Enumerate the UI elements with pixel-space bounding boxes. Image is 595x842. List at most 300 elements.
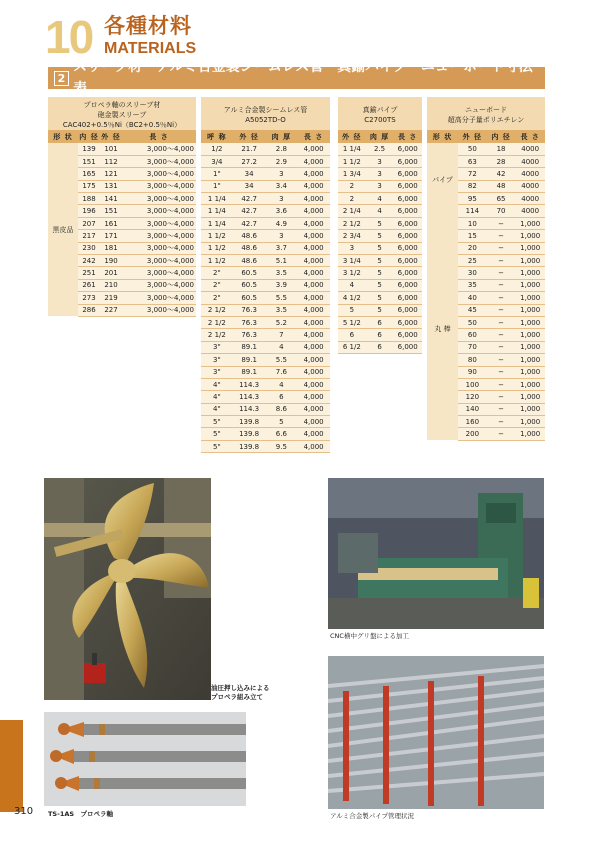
table-row [201, 341, 330, 353]
table-cell: 6,000 [393, 143, 422, 155]
table-cell: 4,000 [297, 440, 330, 452]
table-cell: 1,000 [515, 279, 545, 291]
newboard-table [427, 97, 545, 441]
table-cell: 4000 [515, 155, 545, 167]
table-cell: − [487, 242, 516, 254]
table-row [201, 255, 330, 267]
table-cell: 9.5 [265, 440, 297, 452]
table-cell: 1,000 [515, 267, 545, 279]
table-cell: 6,000 [393, 242, 422, 254]
table-cell: 5 [366, 230, 394, 242]
table-cell: 3,000〜4,000 [122, 143, 196, 155]
table-cell: 4,000 [297, 329, 330, 341]
table-cell: 4" [201, 391, 233, 403]
table-cell: 6,000 [393, 279, 422, 291]
caption-line: 真鍮パイプ [362, 106, 398, 114]
table-cell: 5 [366, 279, 394, 291]
sleeve-table [48, 97, 196, 317]
table-cell: 72 [458, 168, 487, 180]
table-cell: 1,000 [515, 354, 545, 366]
table-cell: 6,000 [393, 316, 422, 328]
table-cell: 3/4 [201, 155, 233, 167]
table-cell: 34 [233, 180, 266, 192]
table-cell: 5 [338, 304, 366, 316]
table-cell: 2 1/2 [201, 304, 233, 316]
table-cell: 3,000〜4,000 [122, 304, 196, 316]
table-cell: 5" [201, 416, 233, 428]
table-cell: 6 [338, 329, 366, 341]
table-cell: 7.6 [265, 366, 297, 378]
table-cell: 3 [265, 168, 297, 180]
table-cell: 4.9 [265, 217, 297, 229]
col-header: 外 径 [100, 130, 122, 143]
table-cell: − [487, 391, 516, 403]
table-cell: 140 [458, 403, 487, 415]
section-title: スリーブ材・アルミ合金製シームレス管・真鍮パイプ・ニューボード寸法表 [72, 59, 533, 97]
table-row [201, 279, 330, 291]
table-cell: 4,000 [297, 341, 330, 353]
table-cell: 2.9 [265, 155, 297, 167]
table-cell: 2 [338, 193, 366, 205]
table-row [201, 391, 330, 403]
table-cell: 1,000 [515, 304, 545, 316]
table-cell: 60.5 [233, 292, 266, 304]
table-cell: 114 [458, 205, 487, 217]
table-cell: 3,000〜4,000 [122, 242, 196, 254]
section-number: 2 [54, 71, 69, 86]
table-row [427, 143, 545, 155]
table-cell: 50 [458, 316, 487, 328]
table-cell: 48.6 [233, 242, 266, 254]
propeller-shaft-photo [44, 712, 246, 806]
table-cell: 5 [366, 267, 394, 279]
table-cell: 175 [78, 180, 100, 192]
table-cell: 1,000 [515, 292, 545, 304]
table-cell: 4000 [515, 193, 545, 205]
table-cell: 8.6 [265, 403, 297, 415]
table-cell: 3,000〜4,000 [122, 267, 196, 279]
table-cell: 4,000 [297, 354, 330, 366]
table-cell: 2.5 [366, 143, 394, 155]
table-cell: 3" [201, 366, 233, 378]
shape-label: 丸 棒 [427, 217, 458, 440]
table-row [201, 230, 330, 242]
table-cell: 1" [201, 168, 233, 180]
table-cell: 76.3 [233, 316, 266, 328]
table-cell: 4000 [515, 143, 545, 155]
table-row [48, 143, 196, 155]
table-cell: 4 [338, 279, 366, 291]
table-row [338, 255, 422, 267]
table-row [201, 329, 330, 341]
table-cell: 4,000 [297, 428, 330, 440]
table-cell: 48.6 [233, 255, 266, 267]
table-cell: 2 1/2 [201, 329, 233, 341]
col-header: 長 さ [515, 130, 545, 143]
table-cell: 1,000 [515, 255, 545, 267]
table-cell: 21.7 [233, 143, 266, 155]
table-cell: 5.1 [265, 255, 297, 267]
table-cell: 6,000 [393, 155, 422, 167]
chapter-side-tab [0, 720, 23, 812]
table-cell: 227 [100, 304, 122, 316]
table-cell: 1,000 [515, 416, 545, 428]
table-cell: 2" [201, 292, 233, 304]
table-cell: 1 1/2 [201, 230, 233, 242]
table-cell: 6,000 [393, 304, 422, 316]
table-cell: 3 1/4 [338, 255, 366, 267]
table-cell: 1/2 [201, 143, 233, 155]
table-cell: 2 1/4 [338, 205, 366, 217]
table-cell: 6,000 [393, 255, 422, 267]
table-cell: 3,000〜4,000 [122, 255, 196, 267]
table-cell: 112 [100, 155, 122, 167]
table-cell: 90 [458, 366, 487, 378]
table-cell: 207 [78, 217, 100, 229]
table-cell: − [487, 366, 516, 378]
propeller-caption [211, 684, 270, 702]
table-cell: 4,000 [297, 180, 330, 192]
pipe-storage-caption: アルミ合金製パイプ管理状況 [330, 812, 415, 820]
col-header: 肉 厚 [265, 130, 297, 143]
table-cell: 50 [458, 143, 487, 155]
table-row [201, 378, 330, 390]
table-cell: 76.3 [233, 329, 266, 341]
table-row [201, 366, 330, 378]
table-cell: 4,000 [297, 205, 330, 217]
col-header: 形 状 [48, 130, 78, 143]
table-row [201, 217, 330, 229]
table-cell: 217 [78, 230, 100, 242]
table-cell: 48 [487, 180, 516, 192]
col-header: 外 径 [338, 130, 366, 143]
table-cell: 5 [366, 304, 394, 316]
table-cell: − [487, 341, 516, 353]
chapter-title-jp: 各種材料 [104, 14, 192, 38]
table-row [338, 292, 422, 304]
newboard-table-caption [427, 97, 545, 130]
table-cell: 1 1/4 [201, 205, 233, 217]
table-cell: 4,000 [297, 378, 330, 390]
caption-line: 超高分子量ポリエチレン [447, 116, 525, 124]
table-row [201, 428, 330, 440]
sleeve-table-caption [48, 97, 196, 130]
table-cell: 273 [78, 292, 100, 304]
table-cell: 3 [338, 242, 366, 254]
table-cell: 3,000〜4,000 [122, 155, 196, 167]
table-cell: 10 [458, 217, 487, 229]
col-header: 長 さ [297, 130, 330, 143]
table-cell: 1 1/2 [201, 255, 233, 267]
col-header: 形 状 [427, 130, 458, 143]
table-cell: 5 [366, 217, 394, 229]
table-cell: 3.4 [265, 180, 297, 192]
table-cell: − [487, 255, 516, 267]
cnc-machining-photo [328, 478, 544, 629]
table-cell: 139.8 [233, 440, 266, 452]
table-cell: 165 [78, 168, 100, 180]
table-cell: 141 [100, 193, 122, 205]
table-cell: 27.2 [233, 155, 266, 167]
table-cell: − [487, 354, 516, 366]
table-cell: 3 [265, 193, 297, 205]
table-cell: 5 [366, 242, 394, 254]
caption-line: CAC402+0.5％Ni（BC2+0.5％Ni） [62, 121, 182, 129]
table-cell: 42 [487, 168, 516, 180]
table-cell: 28 [487, 155, 516, 167]
table-cell: 20 [458, 242, 487, 254]
table-cell: 6 [366, 316, 394, 328]
table-row [338, 180, 422, 192]
table-cell: 4,000 [297, 292, 330, 304]
col-header: 長 さ [122, 130, 196, 143]
table-row [201, 354, 330, 366]
table-cell: 6,000 [393, 217, 422, 229]
table-cell: 6,000 [393, 292, 422, 304]
brass-pipe-table [338, 97, 422, 354]
table-cell: 3,000〜4,000 [122, 180, 196, 192]
table-cell: 4,000 [297, 403, 330, 415]
table-cell: − [487, 304, 516, 316]
table-cell: 1,000 [515, 366, 545, 378]
chapter-number: 10 [45, 11, 93, 63]
table-cell: 114.3 [233, 378, 266, 390]
table-cell: 5" [201, 428, 233, 440]
table-cell: 5.5 [265, 292, 297, 304]
table-row [201, 143, 330, 155]
table-cell: 3.5 [265, 267, 297, 279]
table-cell: 5 [366, 255, 394, 267]
table-row [338, 143, 422, 155]
table-cell: 2" [201, 279, 233, 291]
table-cell: 40 [458, 292, 487, 304]
table-cell: 2 3/4 [338, 230, 366, 242]
table-cell: 35 [458, 279, 487, 291]
table-cell: 3,000〜4,000 [122, 193, 196, 205]
table-row [201, 168, 330, 180]
table-row [338, 217, 422, 229]
table-row [338, 155, 422, 167]
table-cell: − [487, 292, 516, 304]
col-header: 呼 称 [201, 130, 233, 143]
table-cell: 1,000 [515, 329, 545, 341]
table-cell: 2.8 [265, 143, 297, 155]
table-cell: 3 [366, 168, 394, 180]
aluminum-table-caption [201, 97, 330, 130]
table-cell: 4,000 [297, 230, 330, 242]
table-cell: 6 [265, 391, 297, 403]
table-cell: 5" [201, 440, 233, 452]
table-cell: 4,000 [297, 304, 330, 316]
table-cell: 89.1 [233, 354, 266, 366]
table-cell: 114.3 [233, 391, 266, 403]
table-row [338, 304, 422, 316]
table-cell: 4 [265, 341, 297, 353]
table-cell: 3.5 [265, 304, 297, 316]
table-cell: 4,000 [297, 366, 330, 378]
table-row [338, 341, 422, 353]
table-cell: 6,000 [393, 205, 422, 217]
table-cell: 2 1/2 [338, 217, 366, 229]
table-cell: 4000 [515, 168, 545, 180]
table-cell: 3,000〜4,000 [122, 292, 196, 304]
table-cell: 70 [487, 205, 516, 217]
aluminum-pipe-table [201, 97, 330, 453]
table-cell: 200 [458, 428, 487, 440]
table-cell: 181 [100, 242, 122, 254]
table-cell: 30 [458, 267, 487, 279]
table-cell: 82 [458, 180, 487, 192]
table-cell: 120 [458, 391, 487, 403]
table-row [201, 440, 330, 452]
table-cell: 4,000 [297, 168, 330, 180]
table-cell: 3,000〜4,000 [122, 168, 196, 180]
table-row [201, 292, 330, 304]
table-cell: 5 [265, 416, 297, 428]
brass-table-caption [338, 97, 422, 130]
table-cell: 48.6 [233, 230, 266, 242]
table-cell: 89.1 [233, 366, 266, 378]
table-cell: − [487, 329, 516, 341]
shape-label: パイプ [427, 143, 458, 217]
table-cell: 4,000 [297, 242, 330, 254]
table-cell: 4,000 [297, 316, 330, 328]
table-cell: 4 [265, 378, 297, 390]
table-row [338, 230, 422, 242]
caption-line: プロペラ組み立て [211, 693, 263, 701]
table-cell: 1,000 [515, 391, 545, 403]
table-cell: 3.9 [265, 279, 297, 291]
table-cell: 4000 [515, 180, 545, 192]
table-cell: 15 [458, 230, 487, 242]
table-cell: 5 [366, 292, 394, 304]
table-cell: 6,000 [393, 341, 422, 353]
table-cell: 3.7 [265, 242, 297, 254]
col-header: 内 径 [487, 130, 516, 143]
table-cell: 6,000 [393, 193, 422, 205]
table-cell: 18 [487, 143, 516, 155]
col-header: 外 径 [458, 130, 487, 143]
table-cell: 3 [366, 180, 394, 192]
table-cell: 6 [366, 329, 394, 341]
table-cell: 1,000 [515, 316, 545, 328]
page-number: 310 [14, 806, 34, 817]
table-cell: 4" [201, 403, 233, 415]
table-cell: 5.2 [265, 316, 297, 328]
table-cell: 5 1/2 [338, 316, 366, 328]
table-cell: 151 [100, 205, 122, 217]
chapter-title-en: MATERIALS [104, 40, 197, 57]
table-cell: 261 [78, 279, 100, 291]
shaft-caption: TS-1AS プロペラ軸 [48, 810, 114, 818]
table-cell: − [487, 378, 516, 390]
table-cell: 4,000 [297, 279, 330, 291]
table-cell: 3 1/2 [338, 267, 366, 279]
table-cell: − [487, 403, 516, 415]
table-cell: 4,000 [297, 391, 330, 403]
table-cell: 76.3 [233, 304, 266, 316]
table-cell: 4 1/2 [338, 292, 366, 304]
table-cell: 42.7 [233, 217, 266, 229]
table-cell: 1,000 [515, 242, 545, 254]
table-row [338, 242, 422, 254]
table-row [338, 267, 422, 279]
table-cell: 139 [78, 143, 100, 155]
caption-line: A5052TD-O [245, 116, 286, 124]
table-cell: 3,000〜4,000 [122, 279, 196, 291]
table-cell: 60.5 [233, 279, 266, 291]
pipe-storage-photo [328, 656, 544, 809]
table-row [427, 217, 545, 229]
table-cell: 1 1/2 [201, 242, 233, 254]
table-cell: 1,000 [515, 428, 545, 440]
table-cell: 45 [458, 304, 487, 316]
table-cell: 139.8 [233, 428, 266, 440]
table-row [201, 205, 330, 217]
table-cell: 1,000 [515, 378, 545, 390]
table-cell: 242 [78, 255, 100, 267]
table-cell: 251 [78, 267, 100, 279]
table-cell: 6,000 [393, 329, 422, 341]
table-cell: 1 1/4 [201, 193, 233, 205]
table-row [338, 205, 422, 217]
table-row [201, 193, 330, 205]
table-cell: 89.1 [233, 341, 266, 353]
table-cell: 4000 [515, 205, 545, 217]
table-cell: 2 [338, 180, 366, 192]
table-cell: 3 [265, 230, 297, 242]
table-cell: 4,000 [297, 155, 330, 167]
table-cell: 63 [458, 155, 487, 167]
table-cell: 70 [458, 341, 487, 353]
shape-label: 黒皮品 [48, 143, 78, 316]
table-cell: 101 [100, 143, 122, 155]
table-cell: − [487, 230, 516, 242]
table-cell: 210 [100, 279, 122, 291]
table-cell: 34 [233, 168, 266, 180]
section-heading [48, 59, 545, 97]
table-cell: 201 [100, 267, 122, 279]
table-row [338, 329, 422, 341]
table-cell: 6.6 [265, 428, 297, 440]
table-cell: 5.5 [265, 354, 297, 366]
table-cell: 4 [366, 193, 394, 205]
table-cell: 4,000 [297, 193, 330, 205]
table-row [201, 267, 330, 279]
table-cell: − [487, 316, 516, 328]
caption-line: アルミ合金製シームレス管 [223, 106, 308, 114]
table-cell: 1,000 [515, 217, 545, 229]
propeller-assembly-photo [44, 478, 211, 700]
table-cell: 160 [458, 416, 487, 428]
table-cell: 4,000 [297, 217, 330, 229]
table-cell: 2 1/2 [201, 316, 233, 328]
table-cell: 1,000 [515, 403, 545, 415]
table-cell: 1 3/4 [338, 168, 366, 180]
table-cell: 3 [366, 155, 394, 167]
caption-line: C2700TS [364, 116, 396, 124]
table-cell: 1" [201, 180, 233, 192]
table-row [201, 180, 330, 192]
table-cell: 114.3 [233, 403, 266, 415]
table-row [338, 193, 422, 205]
table-cell: 6 1/2 [338, 341, 366, 353]
table-cell: 3,000〜4,000 [122, 217, 196, 229]
table-cell: 286 [78, 304, 100, 316]
table-row [338, 316, 422, 328]
table-cell: 230 [78, 242, 100, 254]
table-cell: 6,000 [393, 180, 422, 192]
